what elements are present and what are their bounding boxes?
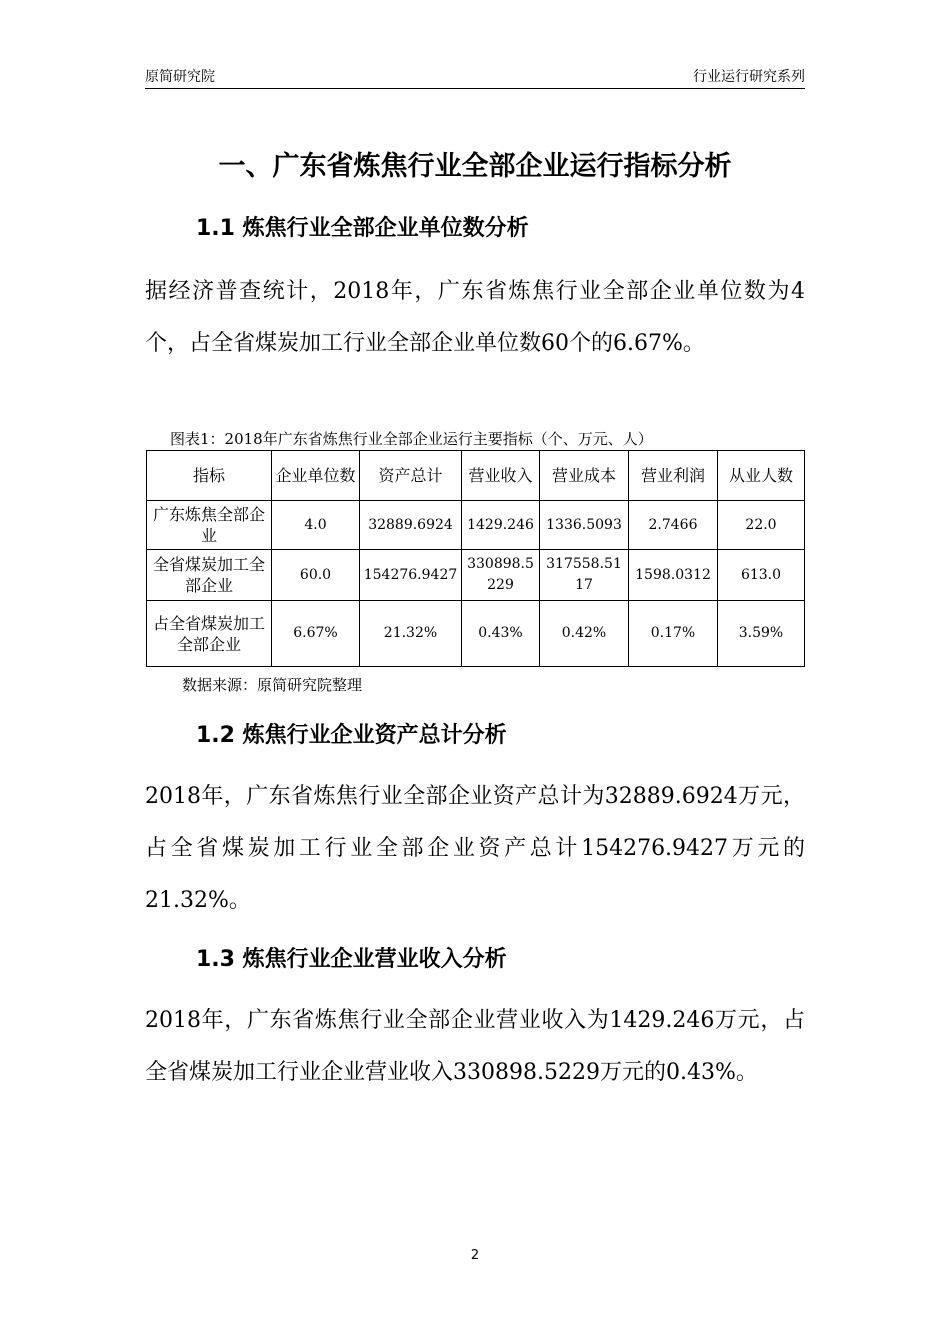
- table-cell: 3.59%: [718, 601, 805, 667]
- table-header: 营业利润: [629, 451, 718, 501]
- table-header: 营业成本: [540, 451, 629, 501]
- table-row: [147, 601, 805, 667]
- table-row: [147, 550, 805, 601]
- table-header-row: [147, 451, 805, 501]
- table-cell: 60.0: [272, 550, 360, 601]
- table-row: [147, 501, 805, 550]
- table-cell: 6.67%: [272, 601, 360, 667]
- table-cell: 0.17%: [629, 601, 718, 667]
- header-divider: [145, 88, 805, 89]
- table-cell: 154276.9427: [360, 550, 462, 601]
- section-text-1-3: 2018年，广东省炼焦行业全部企业营业收入为1429.246万元，占全省煤炭加工行业企业营业收入330898.5229万元的0.43%。: [145, 1008, 805, 1085]
- table-cell: 21.32%: [360, 601, 462, 667]
- table-cell: 1336.5093: [540, 501, 629, 550]
- section-text-1-1: 据经济普查统计，2018年，广东省炼焦行业全部企业单位数为4个，占全省煤炭加工行业全部企业单位数60个的6.67%。: [145, 279, 805, 356]
- table-cell: 占全省煤炭加工全部企业: [147, 601, 272, 667]
- table-cell: 317558.5117: [540, 550, 629, 601]
- section-text-1-2: 2018年，广东省炼焦行业全部企业资产总计为32889.6924万元，占全省煤炭加工行业全部企业资产总计154276.9427万元的21.32%。: [145, 784, 805, 913]
- indicator-table: [146, 450, 805, 667]
- table-header: 资产总计: [360, 451, 462, 501]
- table-cell: 22.0: [718, 501, 805, 550]
- table-header: 营业收入: [462, 451, 540, 501]
- table-caption: 图表1：2018年广东省炼焦行业全部企业运行主要指标（个、万元、人）: [170, 430, 653, 448]
- table-cell: 330898.5229: [462, 550, 540, 601]
- table-cell: 613.0: [718, 550, 805, 601]
- table-header: 从业人数: [718, 451, 805, 501]
- table-cell: 0.43%: [462, 601, 540, 667]
- header-org: 原简研究院: [145, 69, 215, 85]
- page-title: 一、广东省炼焦行业全部企业运行指标分析: [218, 151, 732, 182]
- table-cell: 2.7466: [629, 501, 718, 550]
- section-heading-1-1: 1.1 炼焦行业全部企业单位数分析: [196, 216, 529, 241]
- table-cell: 4.0: [272, 501, 360, 550]
- table-cell: 全省煤炭加工全部企业: [147, 550, 272, 601]
- table-header: 指标: [147, 451, 272, 501]
- table-cell: 广东炼焦全部企业: [147, 501, 272, 550]
- table-cell: 1598.0312: [629, 550, 718, 601]
- table-header: 企业单位数: [272, 451, 360, 501]
- table-cell: 1429.246: [462, 501, 540, 550]
- page-number: 2: [470, 1248, 480, 1263]
- table-source: 数据来源：原简研究院整理: [182, 676, 363, 694]
- table-cell: 32889.6924: [360, 501, 462, 550]
- section-heading-1-2: 1.2 炼焦行业企业资产总计分析: [196, 723, 507, 748]
- header-series: 行业运行研究系列: [693, 69, 805, 85]
- table-cell: 0.42%: [540, 601, 629, 667]
- section-heading-1-3: 1.3 炼焦行业企业营业收入分析: [196, 947, 507, 972]
